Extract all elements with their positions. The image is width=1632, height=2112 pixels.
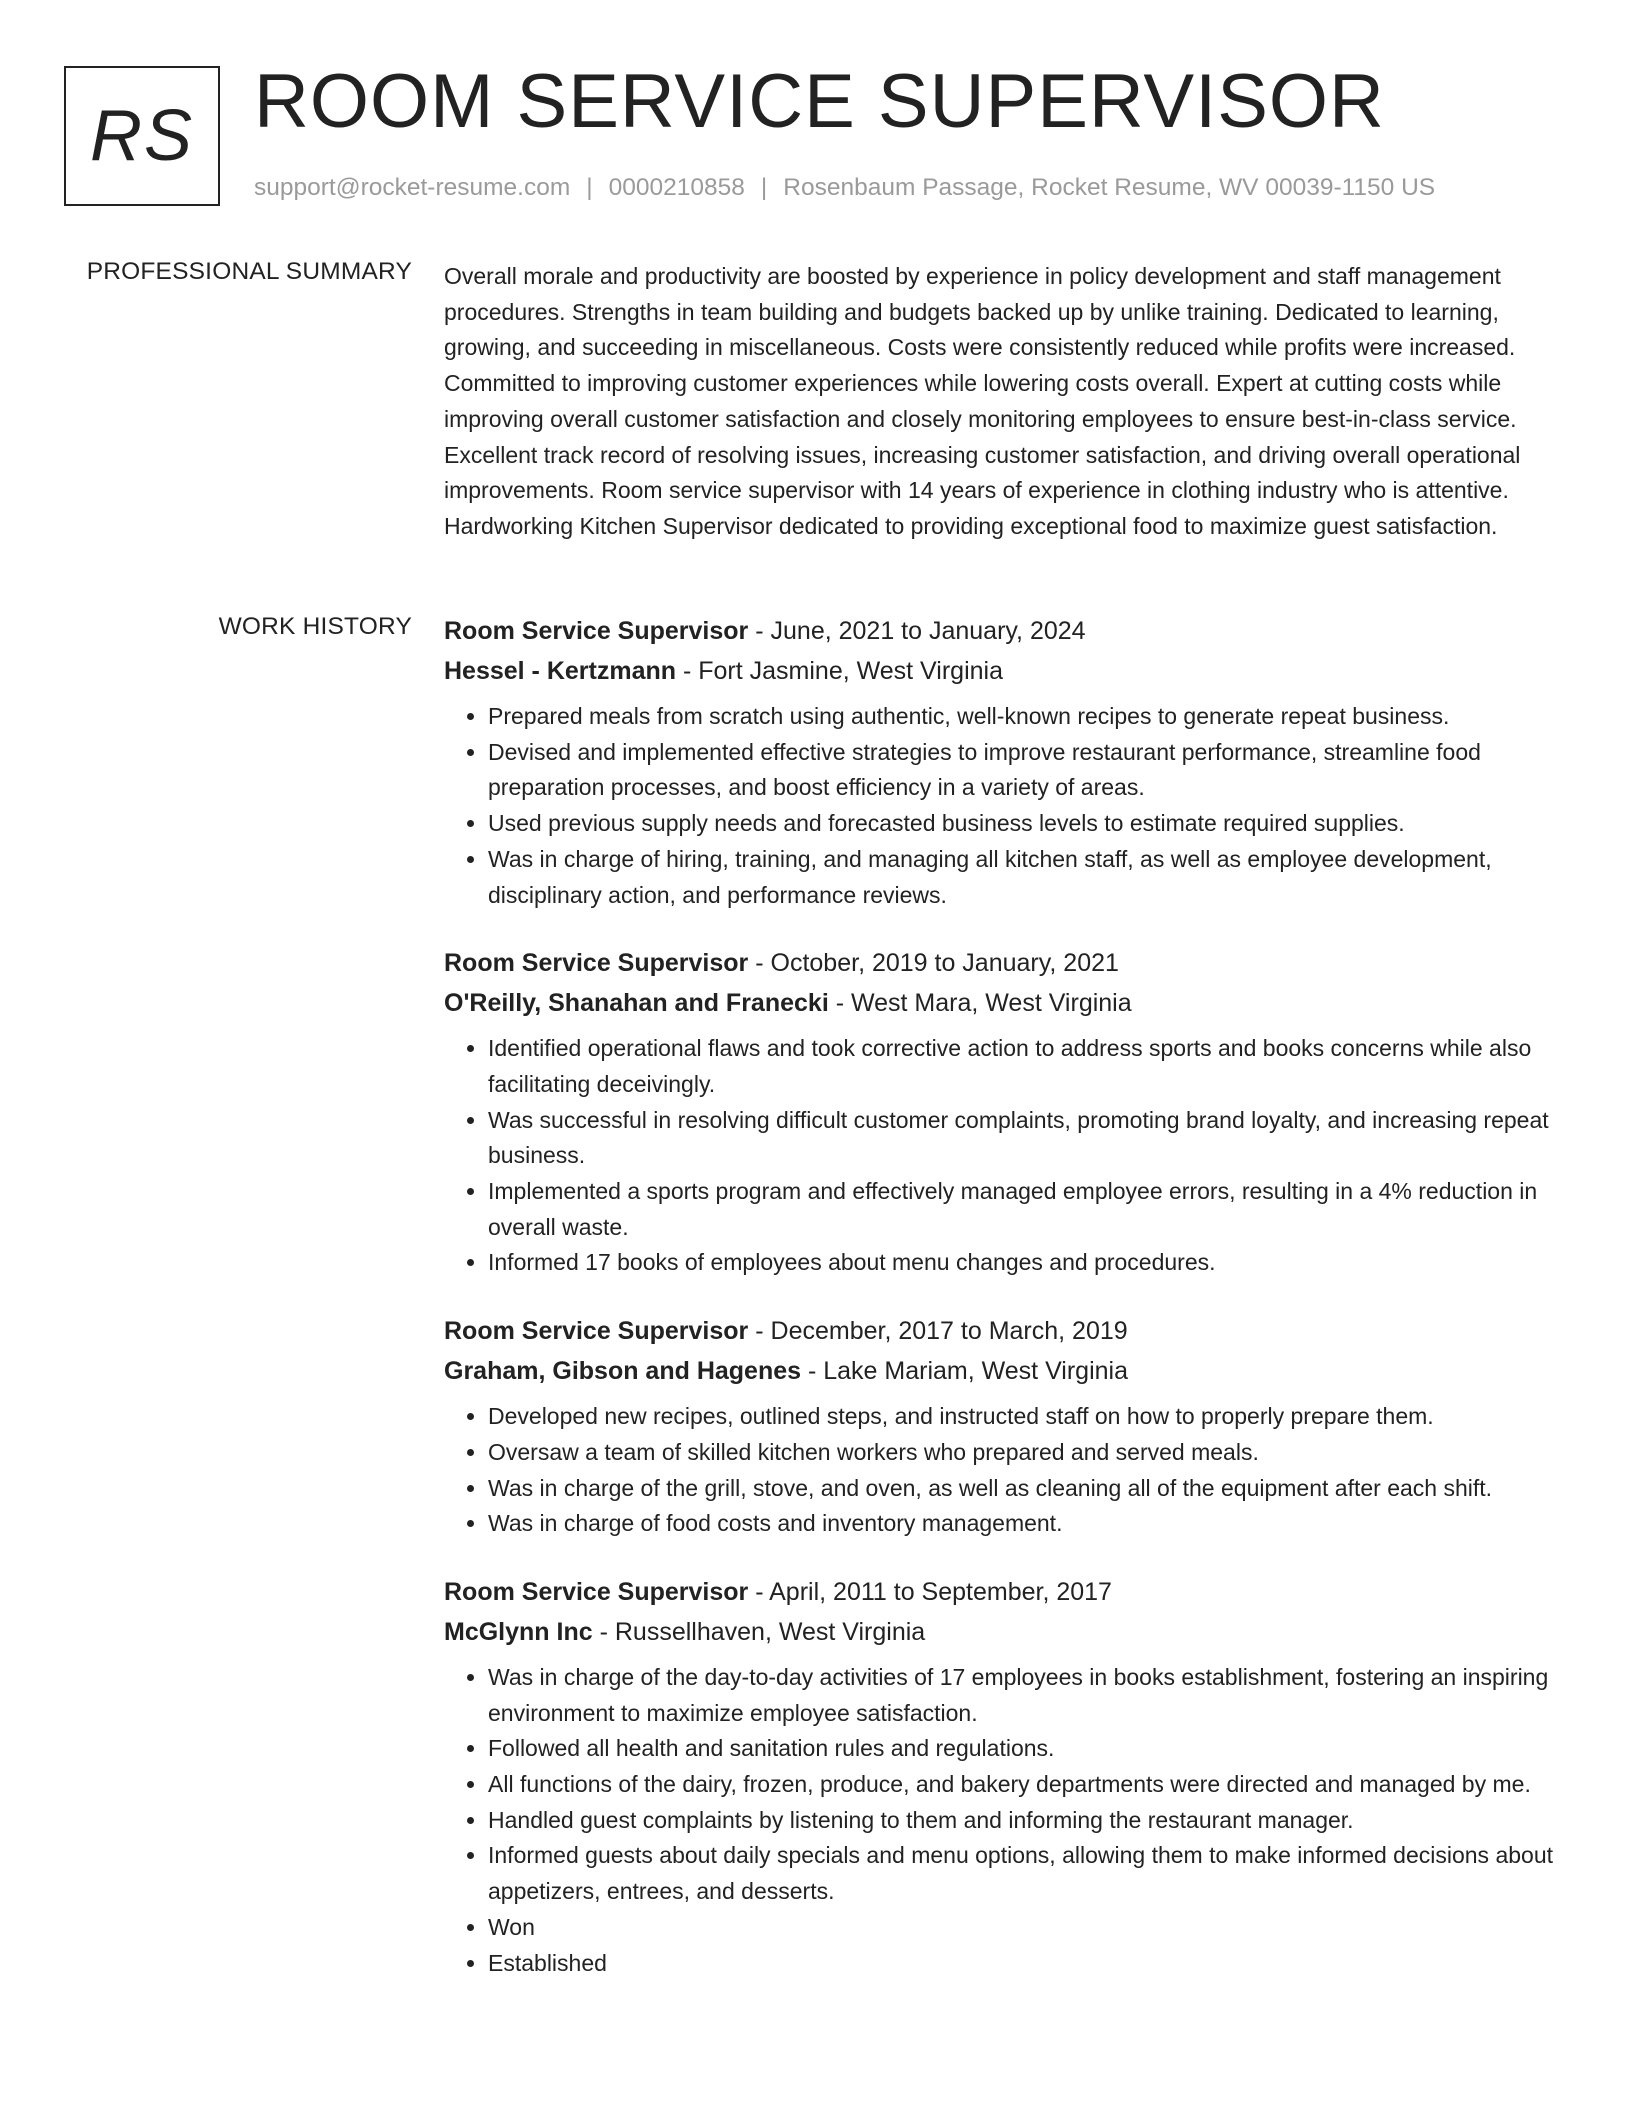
contact-email: support@rocket-resume.com — [254, 174, 571, 201]
job-list — [444, 611, 1564, 2011]
job-bullet: • Established — [488, 1946, 1564, 1982]
job-company-line — [444, 1612, 1564, 1652]
contact-phone: 0000210858 — [608, 174, 745, 201]
job-bullet: • Was in charge of the day-to-day activities of 17 employees in books establishment, fostering an inspiring environment to maximize employee satisfaction. — [488, 1660, 1564, 1731]
initials: RS — [89, 96, 195, 176]
job-bullet: • All functions of the dairy, frozen, produce, and bakery departments were directed and managed by me. — [488, 1767, 1564, 1803]
job-entry — [444, 1572, 1564, 1981]
job-entry — [444, 1311, 1564, 1542]
job-title: Room Service Supervisor — [444, 1317, 749, 1346]
job-dates: - December, 2017 to March, 2019 — [748, 1317, 1128, 1346]
job-bullet: • Devised and implemented effective strategies to improve restaurant performance, streamline food preparation processes, and boost efficiency in a variety of areas. — [488, 735, 1564, 806]
job-company: McGlynn Inc — [444, 1617, 593, 1646]
job-bullets — [444, 1660, 1564, 1981]
job-location: - Lake Mariam, West Virginia — [801, 1357, 1128, 1386]
job-title-line — [444, 1572, 1564, 1612]
job-title: Room Service Supervisor — [444, 1577, 749, 1606]
job-location: - Fort Jasmine, West Virginia — [676, 657, 1003, 685]
job-bullet: • Prepared meals from scratch using authentic, well-known recipes to generate repeat business. — [488, 699, 1564, 735]
job-bullet: • Handled guest complaints by listening to them and informing the restaurant manager. — [488, 1803, 1564, 1839]
job-location: - West Mara, West Virginia — [828, 989, 1132, 1018]
job-dates: - April, 2011 to September, 2017 — [748, 1577, 1112, 1606]
job-location: - Russellhaven, West Virginia — [592, 1617, 926, 1646]
job-bullet: • Identified operational flaws and took corrective action to address sports and books concerns while also facilitating deceivingly. — [488, 1031, 1564, 1102]
job-company-line — [444, 983, 1564, 1023]
job-company-line — [444, 1351, 1564, 1391]
job-title-line — [444, 943, 1564, 983]
job-bullets — [444, 1399, 1564, 1542]
job-company-line — [444, 651, 1564, 691]
contact-line — [254, 174, 1435, 202]
work-history-heading: WORK HISTORY — [218, 613, 412, 640]
job-title: Room Service Supervisor — [444, 949, 749, 978]
job-bullet: • Oversaw a team of skilled kitchen workers who prepared and served meals. — [488, 1435, 1564, 1471]
summary-text: Overall morale and productivity are boosted by experience in policy development and staff management procedures. Strengths in team building and budgets backed up by unlike training. Dedicated to learning, growing, and succeeding in miscellaneous. Costs were consistently reduced while profits were increased. Committed to improving customer experiences while lowering costs overall. Expert at cutting costs while improving overall customer satisfaction and closely monitoring employees to ensure best-in-class service. Excellent track record of resolving issues, increasing customer satisfaction, and driving overall operational improvements. Room service supervisor with 14 years of experience in clothing industry who is attentive. Hardworking Kitchen Supervisor dedicated to providing exceptional food to maximize guest satisfaction. — [444, 263, 1521, 539]
job-bullets — [444, 1031, 1564, 1281]
contact-address: Rosenbaum Passage, Rocket Resume, WV 00039-1150 US — [783, 174, 1436, 201]
monogram-badge — [64, 66, 220, 206]
job-bullet: • Followed all health and sanitation rules and regulations. — [488, 1731, 1564, 1767]
job-bullet: • Won — [488, 1910, 1564, 1946]
job-bullet: • Was successful in resolving difficult customer complaints, promoting brand loyalty, and increasing repeat business. — [488, 1103, 1564, 1174]
job-bullet: • Was in charge of the grill, stove, and oven, as well as cleaning all of the equipment after each shift. — [488, 1471, 1564, 1507]
contact-separator: | — [586, 174, 593, 201]
candidate-name: ROOM SERVICE SUPERVISOR — [254, 59, 1385, 144]
job-bullets — [444, 699, 1564, 913]
job-dates: - October, 2019 to January, 2021 — [748, 949, 1119, 978]
job-title-line — [444, 1311, 1564, 1351]
contact-separator: | — [760, 174, 768, 201]
summary-heading: PROFESSIONAL SUMMARY — [86, 258, 412, 285]
job-bullet: • Developed new recipes, outlined steps, and instructed staff on how to properly prepare them. — [488, 1399, 1564, 1435]
job-bullet: • Informed guests about daily specials and menu options, allowing them to make informed decisions about appetizers, entrees, and desserts. — [488, 1838, 1564, 1909]
job-dates: - June, 2021 to January, 2024 — [748, 617, 1086, 645]
job-company: O'Reilly, Shanahan and Franecki — [444, 989, 829, 1018]
job-company: Graham, Gibson and Hagenes — [444, 1357, 802, 1386]
job-company: Hessel - Kertzmann — [444, 657, 677, 685]
job-title: Room Service Supervisor — [444, 617, 749, 645]
job-bullet: • Was in charge of food costs and inventory management. — [488, 1506, 1564, 1542]
job-bullet: • Used previous supply needs and forecasted business levels to estimate required supplies. — [488, 806, 1564, 842]
job-bullet: • Implemented a sports program and effectively managed employee errors, resulting in a 4% reduction in overall waste. — [488, 1174, 1564, 1245]
job-bullet: • Was in charge of hiring, training, and managing all kitchen staff, as well as employee development, disciplinary action, and performance reviews. — [488, 842, 1564, 913]
job-title-line — [444, 611, 1564, 651]
job-bullet: • Informed 17 books of employees about menu changes and procedures. — [488, 1245, 1564, 1281]
job-entry — [444, 943, 1564, 1281]
job-entry — [444, 611, 1564, 913]
